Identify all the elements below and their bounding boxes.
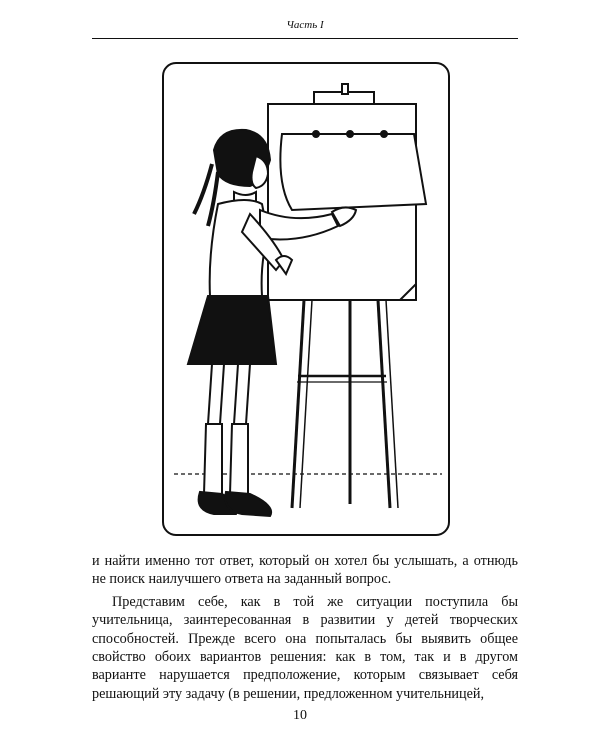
page-number: 10 bbox=[293, 708, 307, 723]
body-text bbox=[92, 552, 518, 703]
paragraph-continuation: и найти именно тот ответ, который он хотел бы услышать, а отнюдь не поиск наилучшего ответа на заданный вопрос. bbox=[92, 553, 518, 588]
header-rule bbox=[92, 38, 518, 39]
illustration-frame bbox=[162, 62, 450, 536]
paper-sheet bbox=[280, 131, 426, 210]
girl-at-easel-illustration bbox=[164, 64, 450, 536]
paragraph: Представим себе, как в той же ситуации поступила бы учительница, заинтересованная в развитии у детей творческих способностей. Прежде всего она попыталась бы выявить общее свойство обоих вариантов решения: как в том, так и в другом варианте нарушается предположение, которым связывает себя решающий эту задачу (в решении, предложенном учительницей, bbox=[92, 593, 518, 702]
running-header: Часть I bbox=[286, 19, 324, 31]
